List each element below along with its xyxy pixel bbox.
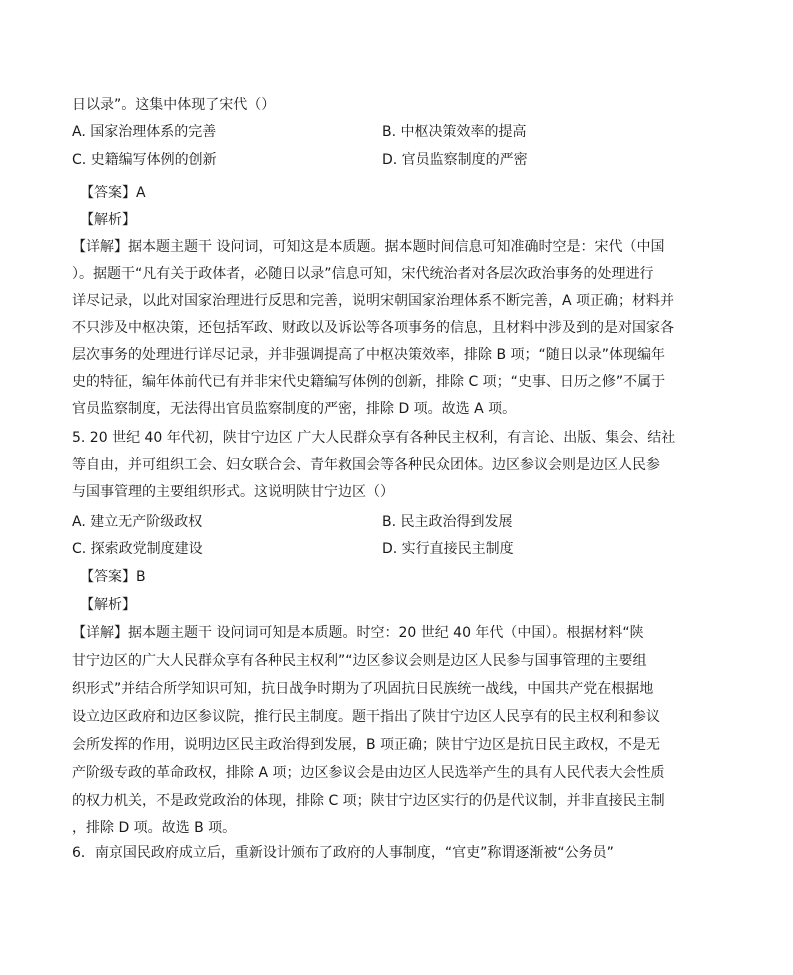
q4-answer: 【答案】A [80,185,146,201]
q5-detail-line: 甘宁边区的广大人民群众享有各种民主权利”“边区参议会则是边区人民参与国事管理的主要组 [72,653,647,669]
q4-detail-line: 不只涉及中枢决策，还包括军政、财政以及诉讼等各项事务的信息，且材料中涉及到的是对国家各 [72,320,674,336]
q4-stem-tail: 日以录”。这集中体现了宋代（） [72,97,276,113]
q5-analysis-label: 【解析】 [80,597,136,613]
q6-stem-line: 6．南京国民政府成立后，重新设计颁布了政府的人事制度，“官吏”称谓逐渐被“公务员” [72,845,614,861]
q4-option-c: C. 史籍编写体例的创新 [72,152,217,168]
q4-detail-line: 史的特征，编年体前代已有并非宋代史籍编写体例的创新，排除 C 项；“史事、日历之修”不属于 [72,374,666,390]
q4-detail-line: 【详解】据本题主题干 设问词，可知这是本质题。据本题时间信息可知准确时空是：宋代（中国 [72,239,665,255]
q4-analysis-label: 【解析】 [80,212,136,228]
q5-detail-line: 的权力机关，不是政党政治的体现，排除 C 项；陕甘宁边区实行的仍是代议制，并非直接民主制 [72,793,665,809]
q4-detail-line: 官员监察制度，无法得出官员监察制度的严密，排除 D 项。故选 A 项。 [72,401,517,417]
q4-option-a: A. 国家治理体系的完善 [72,124,217,140]
q5-detail-line: 织形式”并结合所学知识可知，抗日战争时期为了巩固抗日民族统一战线，中国共产党在根据地 [72,681,654,697]
q5-stem-line: 5. 20 世纪 40 年代初，陕甘宁边区 广大人民群众享有各种民主权利，有言论、出版、集会、结社 [72,430,676,446]
q5-detail-line: 产阶级专政的革命政权，排除 A 项；边区参议会是由边区人民选举产生的具有人民代表大会性质 [72,765,665,781]
q5-detail-line: ，排除 D 项。故选 B 项。 [72,820,237,836]
q4-detail-line: 层次事务的处理进行详尽记录，并非强调提高了中枢决策效率，排除 B 项；“随日以录”体现编年 [72,347,666,363]
q5-detail-line: 【详解】据本题主题干 设问词可知是本质题。时空：20 世纪 40 年代（中国）。根据材料“陕 [72,625,644,641]
q4-detail-line: 详尽记录，以此对国家治理进行反思和完善，说明宋朝国家治理体系不断完善，A 项正确；材料并 [72,293,675,309]
q5-detail-line: 设立边区政府和边区参议院，推行民主制度。题干指出了陕甘宁边区人民享有的民主权利和参议 [72,709,660,725]
q5-option-c: C. 探索政党制度建设 [72,541,203,557]
q4-option-d: D. 官员监察制度的严密 [382,152,528,168]
q5-stem-line: 等自由，并可组织工会、妇女联合会、青年救国会等各种民众团体。边区参议会则是边区人民参 [72,457,660,473]
q5-option-d: D. 实行直接民主制度 [382,541,514,557]
q5-answer: 【答案】B [80,569,146,585]
q5-detail-line: 会所发挥的作用，说明边区民主政治得到发展，B 项正确；陕甘宁边区是抗日民主政权，不是无 [72,737,661,753]
q4-option-b: B. 中枢决策效率的提高 [382,124,527,140]
q5-option-a: A. 建立无产阶级政权 [72,514,203,530]
q4-detail-line: ）。据题干“凡有关于政体者，必随日以录”信息可知，宋代统治者对各层次政治事务的处理进行 [72,266,654,282]
q5-option-b: B. 民主政治得到发展 [382,514,513,530]
q5-stem-line: 与国事管理的主要组织形式。这说明陕甘宁边区（） [72,484,394,500]
